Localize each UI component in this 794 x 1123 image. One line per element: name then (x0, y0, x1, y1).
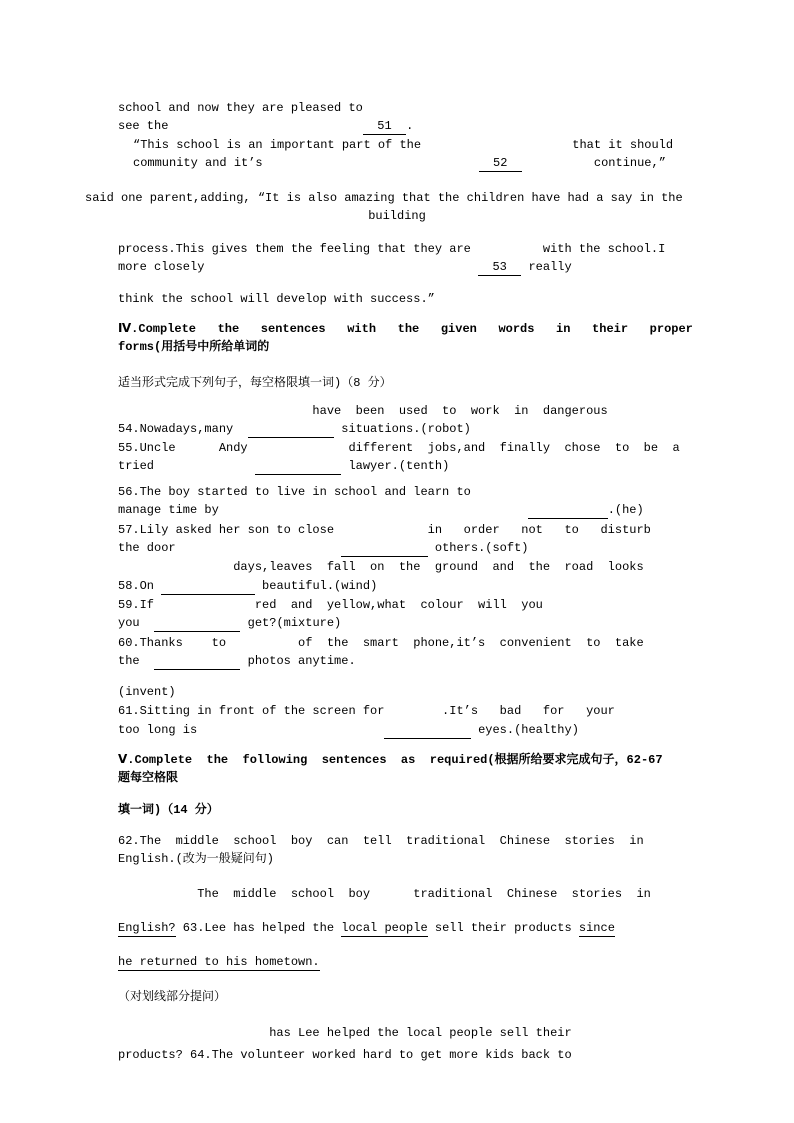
blank-underline: local people (341, 921, 428, 935)
text-segment: Ⅳ.Complete the sentences with the given words in their proper (118, 322, 693, 336)
text-segment: 54.Nowadays,many (118, 422, 248, 436)
text-segment: 62.The middle school boy can tell traditional Chinese stories in (118, 834, 644, 848)
blank-underline (154, 654, 240, 670)
cloze-line (118, 292, 435, 307)
question-61 (118, 704, 615, 719)
text-segment: has Lee helped the local people sell their (118, 1026, 572, 1040)
section-iv-heading (118, 340, 269, 355)
cloze-line-blank-51 (118, 119, 413, 134)
question-63 (118, 921, 615, 936)
text-segment: （对划线部分提问） (118, 990, 227, 1004)
question-57 (118, 523, 651, 538)
cloze-line (85, 191, 683, 206)
question-62 (118, 887, 651, 902)
cloze-line (118, 242, 665, 257)
text-segment: manage time by (118, 503, 529, 517)
text-segment: 57.Lily asked her son to close in order not to disturb (118, 523, 651, 537)
section-iv-heading (118, 322, 693, 337)
text-segment: the (118, 654, 155, 668)
text-segment: beautiful.(wind) (254, 579, 378, 593)
blank-underline (384, 723, 470, 739)
text-segment: 题每空格限 (118, 771, 179, 785)
question-64 (118, 1048, 572, 1063)
text-segment: said one parent,adding, “It is also amazing that the children have had a say in the (85, 191, 683, 205)
cloze-line-blank-52 (133, 156, 666, 171)
blank-underline: English? (118, 921, 176, 935)
text-segment: 60.Thanks to of the smart phone,it’s convenient to take (118, 636, 644, 650)
text-segment: have been used to work in dangerous (118, 404, 608, 418)
text-segment: situations.(robot) (334, 422, 471, 436)
question-60 (118, 636, 644, 651)
blank-underline: 53 (478, 260, 522, 274)
text-segment: 63.Lee has helped the (175, 921, 342, 935)
text-segment: The middle school boy traditional Chinese stories in (118, 887, 651, 901)
question-59 (118, 616, 341, 631)
blank-underline (528, 503, 607, 519)
text-segment: . (406, 119, 414, 133)
question-60 (118, 685, 176, 700)
section-iv-heading-cn (118, 376, 392, 391)
cloze-line-blank-53 (118, 260, 572, 275)
section-v-heading (118, 771, 178, 786)
text-segment: 56.The boy started to live in school and learn to (118, 485, 471, 499)
blank-underline (154, 616, 240, 632)
question-63 (118, 990, 226, 1005)
text-segment: building (368, 209, 426, 223)
question-55 (118, 459, 449, 474)
text-segment: see the (118, 119, 363, 133)
text-segment: 59.If red and yellow,what colour will you (118, 598, 543, 612)
text-segment: “This school is an important part of the that it should (133, 138, 674, 152)
text-segment: process.This gives them the feeling that they are with the school.I (118, 242, 666, 256)
text-segment: 填一词)（14 分） (118, 803, 219, 817)
text-segment: community and it’s (133, 156, 479, 170)
question-56 (118, 485, 471, 500)
section-v-heading (118, 753, 663, 768)
blank-underline: he returned to his hometown. (118, 955, 320, 969)
question-54 (118, 404, 608, 419)
blank-underline (248, 422, 334, 438)
blank-underline (341, 541, 427, 557)
text-segment: think the school will develop with success.” (118, 292, 435, 306)
blank-underline (255, 459, 341, 475)
section-v-heading (118, 803, 219, 818)
text-segment: English.(改为一般疑问句) (118, 852, 275, 866)
text-segment: (invent) (118, 685, 176, 699)
text-segment: lawyer.(tenth) (341, 459, 450, 473)
blank-underline: 52 (478, 156, 522, 170)
text-segment: days,leaves fall on the ground and the road looks (118, 560, 644, 574)
question-61 (118, 723, 579, 738)
text-segment: 55.Uncle Andy different jobs,and finally chose to be a (118, 441, 680, 455)
question-59 (118, 598, 543, 613)
text-segment: photos anytime. (240, 654, 356, 668)
question-54 (118, 422, 471, 437)
question-63 (118, 1026, 572, 1041)
question-58 (118, 560, 644, 575)
text-segment: 适当形式完成下列句子，每空格限填一词)（8 分） (118, 376, 392, 390)
text-segment: tried (118, 459, 255, 473)
question-57 (118, 541, 529, 556)
question-55 (118, 441, 680, 456)
text-segment: you (118, 616, 155, 630)
text-segment: more closely (118, 260, 479, 274)
text-segment: get?(mixture) (240, 616, 342, 630)
question-62 (118, 834, 644, 849)
question-56 (118, 503, 644, 518)
text-segment: continue,” (521, 156, 666, 170)
text-segment: school and now they are pleased to (118, 101, 363, 115)
text-segment: products? 64.The volunteer worked hard to get more kids back to (118, 1048, 572, 1062)
cloze-line (0, 209, 794, 224)
cloze-line (118, 101, 363, 116)
text-segment: .(he) (607, 503, 644, 517)
text-segment: the door (118, 541, 342, 555)
blank-underline: 51 (362, 119, 407, 133)
text-segment: Ⅴ.Complete the following sentences as required(根据所给要求完成句子，62-67 (118, 753, 663, 767)
blank-underline: since (578, 921, 615, 935)
text-segment: others.(soft) (427, 541, 529, 555)
blank-underline (161, 579, 255, 595)
text-segment: forms(用括号中所给单词的 (118, 340, 270, 354)
question-62 (118, 852, 274, 867)
question-60 (118, 654, 356, 669)
text-segment: 61.Sitting in front of the screen for .It’s bad for your (118, 704, 615, 718)
question-63 (118, 955, 320, 970)
text-segment: eyes.(healthy) (470, 723, 579, 737)
text-segment: too long is (118, 723, 385, 737)
text-segment: 58.On (118, 579, 162, 593)
text-segment: sell their products (427, 921, 579, 935)
question-58 (118, 579, 377, 594)
cloze-line (133, 138, 673, 153)
text-segment: really (521, 260, 572, 274)
